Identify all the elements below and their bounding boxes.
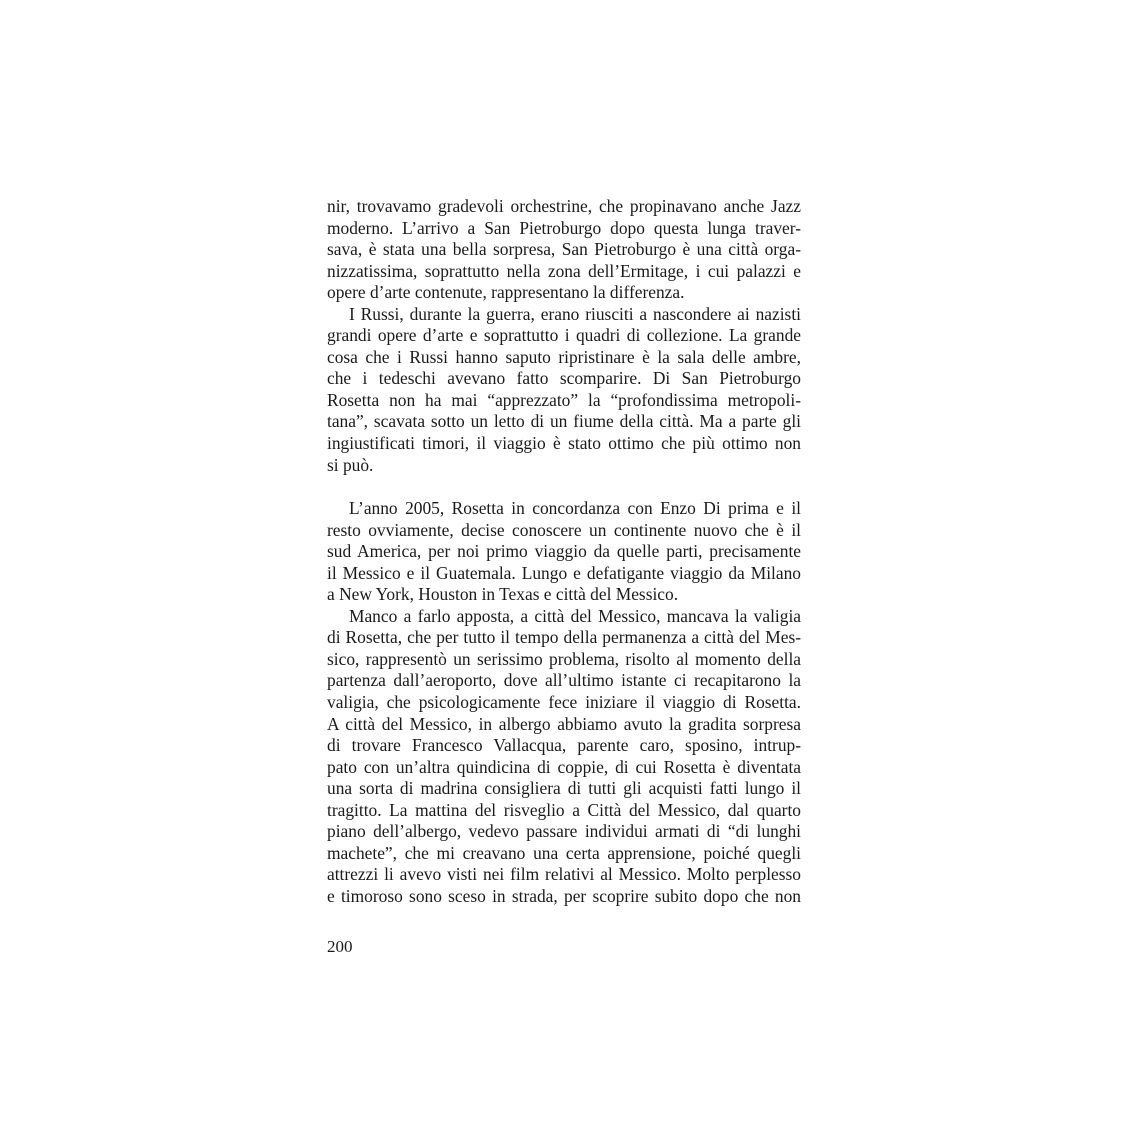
text-line: resto ovviamente, decise conoscere un continente nuovo che è il: [327, 519, 801, 540]
text-line: sud America, per noi primo viaggio da quelle parti, precisamente: [327, 541, 801, 562]
text-line: piano dell’albergo, vedevo passare individui armati di “di lunghi: [327, 821, 801, 842]
paragraph: [327, 498, 801, 606]
text-line: opere d’arte contenute, rappresentano la differenza.: [327, 282, 685, 303]
text-line: machete”, che mi creavano una certa apprensione, poiché quegli: [327, 842, 801, 863]
paragraph: [327, 196, 801, 304]
text-line: grandi opere d’arte e soprattutto i quadri di collezione. La grande: [327, 325, 801, 346]
paragraph-gap: [327, 476, 801, 498]
text-line: a New York, Houston in Texas e città del Messico.: [327, 584, 679, 605]
text-line: nizzatissima, soprattutto nella zona dell’Ermitage, i cui palazzi e: [327, 260, 801, 281]
text-line: valigia, che psicologicamente fece iniziare il viaggio di Rosetta.: [327, 692, 801, 713]
text-line: ingiustificati timori, il viaggio è stato ottimo che più ottimo non: [327, 433, 801, 454]
text-line: partenza dall’aeroporto, dove all’ultimo istante ci recapitarono la: [327, 670, 801, 691]
text-line: che i tedeschi avevano fatto scomparire. Di San Pietroburgo: [327, 368, 801, 389]
text-line: tragitto. La mattina del risveglio a Città del Messico, dal quarto: [327, 799, 801, 820]
text-line: Rosetta non ha mai “apprezzato” la “profondissima metropoli-: [327, 389, 801, 410]
text-line: I Russi, durante la guerra, erano riusciti a nascondere ai nazisti: [349, 303, 801, 324]
text-line: pato con un’altra quindicina di coppie, di cui Rosetta è diventata: [327, 756, 801, 777]
body-text: [327, 196, 801, 908]
text-line: Manco a farlo apposta, a città del Messico, mancava la valigia: [349, 605, 801, 626]
text-line: L’anno 2005, Rosetta in concordanza con Enzo Di prima e il: [349, 498, 801, 519]
text-line: e timoroso sono sceso in strada, per scoprire subito dopo che non: [327, 885, 801, 906]
text-line: moderno. L’arrivo a San Pietroburgo dopo questa lunga traver-: [327, 217, 801, 238]
text-line: tana”, scavata sotto un letto di un fiume della città. Ma a parte gli: [327, 411, 801, 432]
text-line: si può.: [327, 454, 374, 475]
text-line: nir, trovavamo gradevoli orchestrine, che propinavano anche Jazz: [327, 196, 801, 216]
paragraph: [327, 606, 801, 908]
text-line: sava, è stata una bella sorpresa, San Pietroburgo è una città orga-: [327, 239, 801, 260]
text-line: di trovare Francesco Vallacqua, parente caro, sposino, intrup-: [327, 735, 801, 756]
text-line: il Messico e il Guatemala. Lungo e defatigante viaggio da Milano: [327, 562, 801, 583]
text-line: sico, rappresentò un serissimo problema, risolto al momento della: [327, 648, 801, 669]
text-line: attrezzi li avevo visti nei film relativi al Messico. Molto perplesso: [327, 864, 801, 885]
text-line: una sorta di madrina consigliera di tutti gli acquisti fatti lungo il: [327, 778, 801, 799]
paragraph: [327, 304, 801, 476]
text-line: di Rosetta, che per tutto il tempo della permanenza a città del Mes-: [327, 627, 801, 648]
page-number: 200: [327, 937, 353, 956]
text-line: A città del Messico, in albergo abbiamo avuto la gradita sorpresa: [327, 713, 801, 734]
text-line: cosa che i Russi hanno saputo ripristinare è la sala delle ambre,: [327, 346, 801, 367]
